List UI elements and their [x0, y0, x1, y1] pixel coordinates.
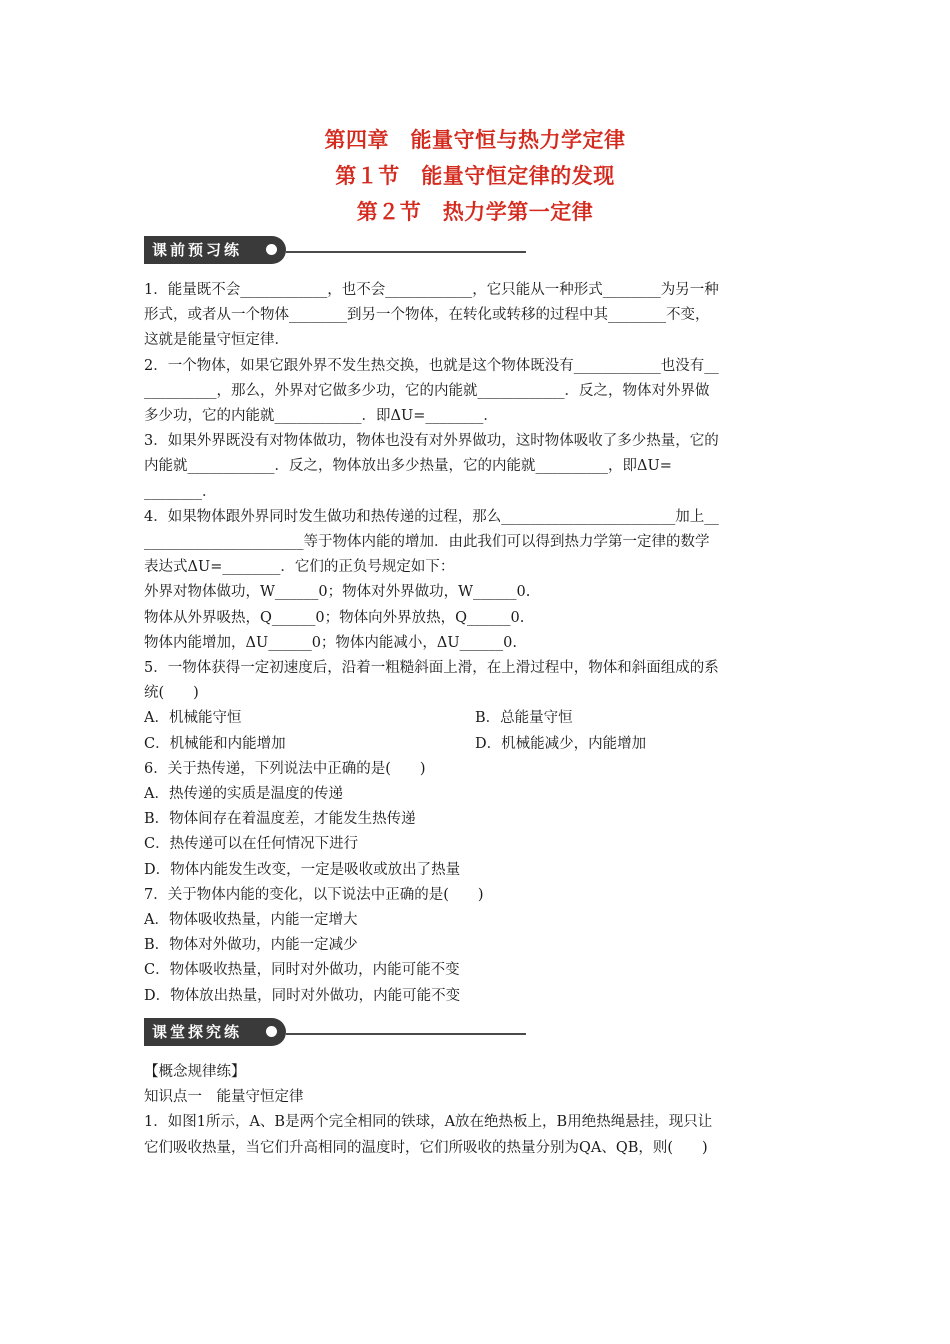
bullet-dot-icon	[266, 1026, 277, 1037]
q6-option-a: A．热传递的实质是温度的传递	[144, 786, 343, 803]
q5-option-c: C．机械能和内能增加	[144, 735, 286, 752]
section-bar-class	[144, 1018, 526, 1046]
section-rule	[286, 1033, 526, 1035]
q5-options-row	[144, 706, 806, 731]
q7-option-b: B．物体对外做功，内能一定减少	[144, 937, 358, 954]
q6-stem: 6．关于热传递，下列说法中正确的是( )	[144, 760, 426, 777]
q4-line: 表达式ΔU=________．它们的正负号规定如下：	[144, 559, 455, 576]
q5-option-a: A．机械能守恒	[144, 710, 242, 727]
q5-stem: 统( )	[144, 685, 199, 702]
q7-stem: 7．关于物体内能的变化，以下说法中正确的是( )	[144, 886, 484, 903]
q4-sign-rule: 物体从外界吸热，Q______0；物体向外界放热，Q______0.	[144, 609, 525, 626]
bullet-dot-icon	[266, 244, 277, 255]
section1-title: 第１节 能量守恒定律的发现	[335, 164, 615, 188]
section2-title: 第２节 热力学第一定律	[356, 200, 594, 224]
q5-stem: 5．一物体获得一定初速度后，沿着一粗糙斜面上滑，在上滑过程中，物体和斜面组成的系	[144, 660, 719, 677]
section-bar-pre	[144, 236, 526, 264]
q2-line: 2．一个物体，如果它跟外界不发生热交换，也就是这个物体既没有____________也没有__	[144, 357, 719, 374]
section-rule	[286, 251, 526, 253]
q4-line: 4．如果物体跟外界同时发生做功和热传递的过程，那么________________________加上__	[144, 508, 719, 525]
q7-option-a: A．物体吸收热量，内能一定增大	[144, 912, 358, 929]
q7-option-d: D．物体放出热量，同时对外做功，内能可能不变	[144, 987, 461, 1004]
section-label-class: 课堂探究练	[144, 1018, 286, 1046]
title-block	[0, 122, 950, 230]
q5-option-d: D．机械能减少，内能增加	[475, 735, 647, 752]
q6-option-c: C．热传递可以在任何情况下进行	[144, 836, 359, 853]
knowledge-point: 知识点一 能量守恒定律	[144, 1089, 304, 1106]
q1-line: 1．能量既不会____________，也不会____________，它只能从一种形式________为另一种	[144, 282, 719, 298]
q6-option-d: D．物体内能发生改变，一定是吸收或放出了热量	[144, 861, 461, 878]
q4-line: ______________________等于物体内能的增加．由此我们可以得到热力学第一定律的数学	[144, 534, 710, 551]
q4-sign-rule: 外界对物体做功，W______0；物体对外界做功，W______0.	[144, 584, 531, 601]
class-q1-line: 1．如图1所示，A、B是两个完全相同的铁球，A放在绝热板上，B用绝热绳悬挂，现只让	[144, 1114, 713, 1131]
q3-line: 3．如果外界既没有对物体做功，物体也没有对外界做功，这时物体吸收了多少热量，它的	[144, 433, 719, 450]
q6-option-b: B．物体间存在着温度差，才能发生热传递	[144, 811, 416, 828]
q3-line: ________．	[144, 483, 217, 500]
q2-line: 多少功，它的内能就____________．即ΔU=________．	[144, 408, 498, 425]
q7-option-c: C．物体吸收热量，同时对外做功，内能可能不变	[144, 962, 460, 979]
q5-option-b: B．总能量守恒	[475, 710, 573, 727]
section-label-pre: 课前预习练	[144, 236, 286, 264]
pre-questions	[144, 278, 806, 1009]
q1-line: 这就是能量守恒定律．	[144, 332, 289, 349]
concept-heading: 【概念规律练】	[144, 1064, 246, 1080]
chapter-title: 第四章 能量守恒与热力学定律	[324, 128, 626, 152]
class-questions	[144, 1060, 806, 1161]
q3-line: 内能就____________．反之，物体放出多少热量，它的内能就__________，即ΔU=	[144, 458, 672, 475]
q4-sign-rule: 物体内能增加，ΔU______0；物体内能减小，ΔU______0.	[144, 634, 517, 651]
q5-options-row	[144, 732, 806, 757]
class-q1-line: 它们吸收热量，当它们升高相同的温度时，它们所吸收的热量分别为QA、QB，则( )	[144, 1139, 708, 1156]
q1-line: 形式，或者从一个物体________到另一个物体，在转化或转移的过程中其________不变，	[144, 307, 710, 324]
q2-line: __________，那么，外界对它做多少功，它的内能就____________．反之，物体对外界做	[144, 382, 710, 399]
